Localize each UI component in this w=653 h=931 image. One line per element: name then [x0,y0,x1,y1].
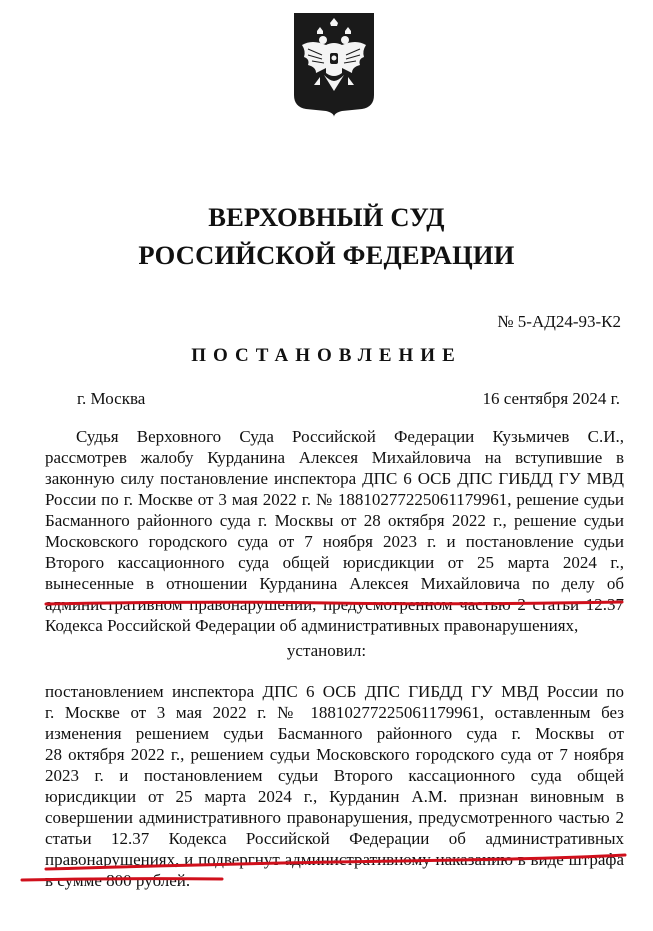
case-number: № 5-АД24-93-К2 [497,312,621,331]
text-line: административном правонарушении, предусмотренном частью 2 статьи 12.37 [45,595,624,614]
city: г. Москва [77,389,146,408]
text-line: законную силу постановление инспектора ДПС 6 ОСБ ДПС ГИБДД ГУ МВД [45,469,624,488]
intro-paragraph [45,426,624,636]
text-line: изменения решением судьи Басманного районного суда г. Москвы от [45,724,624,743]
text-line: в сумме 800 рублей. [45,871,191,890]
document-title: ПОСТАНОВЛЕНИЕ [191,345,462,366]
text-line: г. Москве от 3 мая 2022 г. № 18810277225061179961, оставленным без [45,703,624,722]
text-line: Второго кассационного суда общей юрисдикции от 25 марта 2024 г., [45,553,624,572]
text-line: статьи 12.37 Кодекса Российской Федерации об административных [45,829,624,848]
court-name-line1: ВЕРХОВНЫЙ СУД [208,202,445,232]
text-line: постановлением инспектора ДПС 6 ОСБ ДПС ГИБДД ГУ МВД России по [45,682,624,701]
text-line: Московского городского суда от 7 ноября 2023 г. и постановление судьи [45,532,624,551]
text-line: Кодекса Российской Федерации об административных правонарушениях, [45,616,579,635]
text-line: совершении административного правонарушения, предусмотренного частью 2 [45,808,624,827]
text-line: Судья Верховного Суда Российской Федерации Кузьмичев С.И., [76,427,624,446]
text-line: правонарушениях, и подвергнут административному наказанию в виде штрафа [45,850,624,869]
text-line: вынесенные в отношении Курданина Алексея Михайловича по делу об [45,574,624,593]
text-line: Басманного районного суда г. Москвы от 28 октября 2022 г., решение судьи [45,511,624,530]
ustanovil-heading: установил: [286,641,367,660]
text-line: рассмотрев жалобу Курданина Алексея Михайловича на вступившие в [45,448,624,467]
court-name-line2: РОССИЙСКОЙ ФЕДЕРАЦИИ [138,240,515,270]
text-line: юрисдикции от 25 марта 2024 г., Курданин А.М. признан виновным в [45,787,624,806]
body-paragraph [45,681,624,891]
date: 16 сентября 2024 г. [482,389,620,408]
text-line: 2023 г. и постановлением судьи Второго кассационного суда общей [45,766,624,785]
russian-coat-of-arms-icon [292,11,376,117]
text-line: 28 октября 2022 г., решением судьи Московского городского суда от 7 ноября [45,745,624,764]
text-line: России по г. Москве от 3 мая 2022 г. № 18810277225061179961, решение судьи [45,490,624,509]
